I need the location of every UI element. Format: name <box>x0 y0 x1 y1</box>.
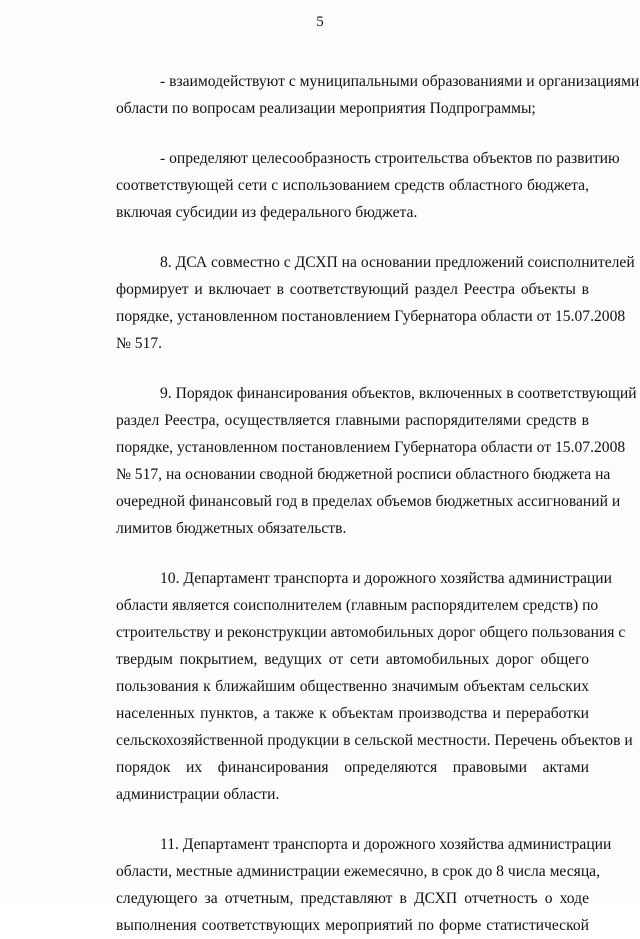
paragraph-item-9 <box>116 380 637 542</box>
text-line: населенных пунктов, а также к объектам производства и переработки <box>116 705 589 722</box>
text-line: 11. Департамент транспорта и дорожного хозяйства администрации <box>160 836 612 853</box>
paragraph-item-10 <box>116 565 633 808</box>
text-line: порядке, установленном постановлением Губернатора области от 15.07.2008 <box>116 308 626 325</box>
text-line: 9. Порядок финансирования объектов, включенных в соответствующий <box>160 385 637 402</box>
text-line: порядке, установленном постановлением Губернатора области от 15.07.2008 <box>116 439 626 456</box>
text-line: пользования к ближайшим общественно значимым объектам сельских <box>116 678 589 695</box>
text-line: - взаимодействуют с муниципальными образованиями и организациями <box>160 73 640 90</box>
text-line: раздел Реестра, осуществляется главными распорядителями средств в <box>116 412 589 429</box>
paragraph-feasibility <box>116 145 620 226</box>
text-line: 10. Департамент транспорта и дорожного хозяйства администрации <box>160 570 612 587</box>
text-line: области по вопросам реализации мероприятия Подпрограммы; <box>116 100 536 117</box>
text-line: администрации области. <box>116 786 280 803</box>
text-line: - определяют целесообразность строительства объектов по развитию <box>160 150 620 167</box>
text-line: твердым покрытием, ведущих от сети автомобильных дорог общего <box>116 651 589 668</box>
text-line: № 517, на основании сводной бюджетной росписи областного бюджета на <box>116 466 611 483</box>
text-line: сельскохозяйственной продукции в сельской местности. Перечень объектов и <box>116 732 633 749</box>
text-line: включая субсидии из федерального бюджета. <box>116 204 418 221</box>
text-line: 8. ДСА совместно с ДСХП на основании предложений соисполнителей <box>160 254 635 271</box>
text-line: порядок их финансирования определяются правовыми актами <box>116 759 589 776</box>
paragraph-interaction <box>116 68 640 122</box>
text-line: соответствующей сети с использованием средств областного бюджета, <box>116 177 589 194</box>
text-line: № 517. <box>116 335 163 352</box>
text-line: выполнения соответствующих мероприятий по форме статистической <box>116 917 589 934</box>
text-line: области, местные администрации ежемесячно, в срок до 8 числа месяца, <box>116 863 601 880</box>
paragraph-item-11 <box>116 831 612 939</box>
text-line: следующего за отчетным, представляют в ДСХП отчетность о ходе <box>116 890 589 907</box>
text-line: очередной финансовый год в пределах объемов бюджетных ассигнований и <box>116 493 621 510</box>
document-body <box>116 68 640 939</box>
text-line: формирует и включает в соответствующий раздел Реестра объекты в <box>116 281 589 298</box>
page-number: 5 <box>316 14 324 30</box>
text-line: лимитов бюджетных обязательств. <box>116 520 347 537</box>
text-line: строительству и реконструкции автомобильных дорог общего пользования с <box>116 624 626 641</box>
paragraph-item-8 <box>116 249 635 357</box>
text-line: области является соисполнителем (главным распорядителем средств) по <box>116 597 599 614</box>
